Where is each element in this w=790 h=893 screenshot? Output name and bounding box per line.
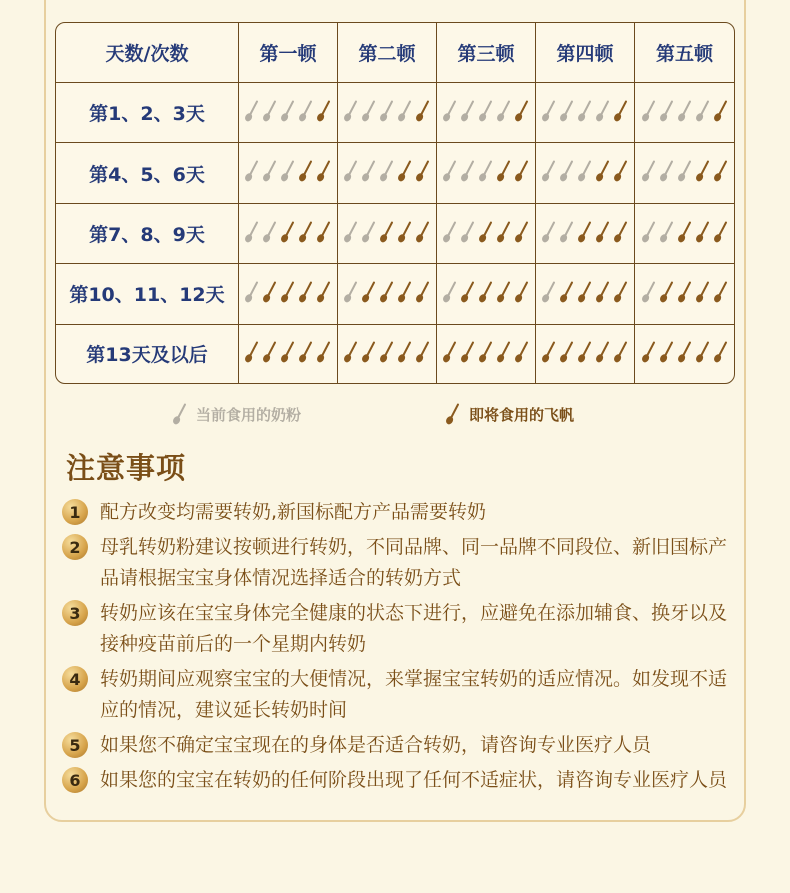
legend-new-label: 即将食用的飞帆 — [469, 405, 575, 424]
spoon-gold-icon — [695, 281, 711, 303]
spoon-gray-icon — [496, 100, 512, 122]
spoon-gold-icon — [316, 221, 332, 243]
spoon-gold-icon — [316, 281, 332, 303]
note-text: 如果您不确定宝宝现在的身体是否适合转奶，请咨询专业医疗人员 — [100, 734, 652, 756]
spoon-gold-icon — [559, 281, 575, 303]
spoon-gold-icon — [613, 341, 629, 363]
spoon-gray-icon — [361, 221, 377, 243]
spoon-gold-icon — [316, 160, 332, 182]
spoon-gray-icon — [343, 221, 359, 243]
spoon-group — [343, 221, 431, 243]
table-row — [56, 264, 734, 324]
note-number-badge: 3 — [62, 600, 88, 626]
header-meal-3: 第三顿 — [437, 23, 536, 83]
note-number-badge: 5 — [62, 732, 88, 758]
spoon-group — [343, 160, 431, 182]
note-text: 配方改变均需要转奶,新国标配方产品需要转奶 — [100, 501, 487, 523]
note-item — [62, 765, 730, 796]
spoon-gold-icon — [262, 341, 278, 363]
spoon-gray-icon — [659, 221, 675, 243]
note-number-badge: 1 — [62, 499, 88, 525]
spoon-gray-icon — [577, 160, 593, 182]
spoon-cell — [338, 83, 437, 143]
header-meal-4: 第四顿 — [536, 23, 635, 83]
spoon-group — [244, 281, 332, 303]
spoon-gold-icon — [280, 281, 296, 303]
table-header-row — [56, 23, 734, 83]
spoon-cell — [239, 143, 338, 203]
spoon-gold-icon — [595, 281, 611, 303]
note-text: 转奶期间应观察宝宝的大便情况，来掌握宝宝转奶的适应情况。如发现不适应的情况，建议延长转奶时间 — [100, 668, 728, 721]
spoon-gold-icon — [496, 341, 512, 363]
spoon-group — [541, 281, 629, 303]
spoon-cell — [437, 83, 536, 143]
spoon-gold-icon — [595, 221, 611, 243]
spoon-gray-icon — [577, 100, 593, 122]
spoon-group — [442, 341, 530, 363]
spoon-group — [641, 281, 729, 303]
spoon-gray-icon — [677, 160, 693, 182]
spoon-gray-icon — [478, 160, 494, 182]
spoon-gold-icon — [298, 221, 314, 243]
spoon-gray-icon — [244, 100, 260, 122]
spoon-gold-icon — [496, 281, 512, 303]
spoon-cell — [536, 143, 635, 203]
spoon-gray-icon — [559, 100, 575, 122]
spoon-gold-icon — [695, 160, 711, 182]
spoon-gold-icon — [641, 341, 657, 363]
spoon-gold-icon — [478, 341, 494, 363]
spoon-gray-icon — [659, 160, 675, 182]
spoon-gray-icon — [379, 160, 395, 182]
spoon-group — [244, 100, 332, 122]
spoon-group — [244, 341, 332, 363]
spoon-gold-icon — [397, 160, 413, 182]
spoon-gray-icon — [442, 281, 458, 303]
spoon-gray-icon — [460, 100, 476, 122]
spoon-gold-icon — [613, 100, 629, 122]
note-number-badge: 6 — [62, 767, 88, 793]
header-days: 天数/次数 — [56, 23, 239, 83]
spoon-gray-icon — [244, 221, 260, 243]
spoon-gold-icon — [415, 281, 431, 303]
table-row — [56, 325, 734, 383]
spoon-gold-icon — [298, 341, 314, 363]
note-text: 如果您的宝宝在转奶的任何阶段出现了任何不适症状，请咨询专业医疗人员 — [100, 769, 728, 791]
spoon-cell — [635, 143, 734, 203]
spoon-gray-icon — [677, 100, 693, 122]
spoon-gray-icon — [641, 281, 657, 303]
formula-transition-table — [55, 22, 735, 384]
spoon-group — [244, 160, 332, 182]
spoon-gray-icon — [262, 100, 278, 122]
spoon-gold-icon — [478, 221, 494, 243]
spoon-gold-icon — [577, 341, 593, 363]
spoon-gold-icon — [514, 221, 530, 243]
spoon-cell — [437, 204, 536, 264]
spoon-cell — [239, 325, 338, 383]
spoon-group — [641, 221, 729, 243]
header-meal-5: 第五顿 — [635, 23, 734, 83]
spoon-gray-icon — [343, 281, 359, 303]
spoon-cell — [536, 264, 635, 324]
note-item — [62, 598, 730, 660]
table-row — [56, 143, 734, 203]
spoon-gold-icon — [280, 341, 296, 363]
spoon-gold-icon — [379, 221, 395, 243]
spoon-gray-icon — [361, 160, 377, 182]
spoon-gray-icon — [280, 160, 296, 182]
spoon-gray-icon — [478, 100, 494, 122]
spoon-gold-icon — [713, 221, 729, 243]
spoon-cell — [437, 325, 536, 383]
spoon-group — [244, 221, 332, 243]
spoon-gold-icon — [445, 403, 461, 425]
spoon-cell — [338, 264, 437, 324]
spoon-gold-icon — [613, 160, 629, 182]
spoon-gold-icon — [713, 341, 729, 363]
spoon-gold-icon — [695, 221, 711, 243]
spoon-cell — [536, 325, 635, 383]
note-item — [62, 664, 730, 726]
notes-list — [62, 497, 730, 800]
spoon-gray-icon — [172, 403, 188, 425]
spoon-gray-icon — [559, 221, 575, 243]
spoon-gold-icon — [361, 341, 377, 363]
spoon-group — [541, 160, 629, 182]
spoon-gold-icon — [677, 221, 693, 243]
note-text: 母乳转奶粉建议按顿进行转奶，不同品牌、同一品牌不同段位、新旧国标产品请根据宝宝身体情况选择适合的转奶方式 — [100, 536, 728, 589]
spoon-gold-icon — [478, 281, 494, 303]
spoon-group — [442, 281, 530, 303]
spoon-gold-icon — [577, 221, 593, 243]
spoon-cell — [239, 204, 338, 264]
spoon-gold-icon — [496, 160, 512, 182]
spoon-gray-icon — [442, 221, 458, 243]
spoon-gold-icon — [280, 221, 296, 243]
spoon-cell — [635, 83, 734, 143]
spoon-gold-icon — [298, 160, 314, 182]
spoon-gold-icon — [577, 281, 593, 303]
spoon-gray-icon — [298, 100, 314, 122]
spoon-gold-icon — [316, 100, 332, 122]
spoon-gold-icon — [379, 281, 395, 303]
spoon-gold-icon — [415, 160, 431, 182]
spoon-gold-icon — [397, 341, 413, 363]
spoon-gold-icon — [442, 341, 458, 363]
spoon-gray-icon — [379, 100, 395, 122]
note-text: 转奶应该在宝宝身体完全健康的状态下进行，应避免在添加辅食、换牙以及接种疫苗前后的一个星期内转奶 — [100, 602, 728, 655]
spoon-gray-icon — [442, 160, 458, 182]
spoon-gold-icon — [361, 281, 377, 303]
spoon-group — [641, 100, 729, 122]
spoon-gold-icon — [298, 281, 314, 303]
spoon-gold-icon — [613, 281, 629, 303]
spoon-gold-icon — [559, 341, 575, 363]
spoon-gray-icon — [361, 100, 377, 122]
spoon-gray-icon — [262, 221, 278, 243]
spoon-gray-icon — [659, 100, 675, 122]
spoon-gray-icon — [280, 100, 296, 122]
spoon-gold-icon — [677, 341, 693, 363]
spoon-gray-icon — [541, 281, 557, 303]
spoon-cell — [635, 204, 734, 264]
spoon-gold-icon — [713, 160, 729, 182]
row-day-label: 第13天及以后 — [56, 325, 239, 383]
spoon-group — [641, 160, 729, 182]
spoon-gold-icon — [514, 160, 530, 182]
legend-current — [172, 401, 301, 427]
spoon-gray-icon — [343, 160, 359, 182]
spoon-cell — [437, 264, 536, 324]
spoon-gold-icon — [379, 341, 395, 363]
spoon-group — [541, 341, 629, 363]
spoon-gray-icon — [460, 160, 476, 182]
spoon-gray-icon — [262, 160, 278, 182]
spoon-gold-icon — [659, 341, 675, 363]
header-meal-1: 第一顿 — [239, 23, 338, 83]
spoon-cell — [239, 264, 338, 324]
note-number-badge: 4 — [62, 666, 88, 692]
spoon-gray-icon — [541, 160, 557, 182]
legend-new — [445, 401, 574, 427]
spoon-gold-icon — [514, 341, 530, 363]
spoon-gold-icon — [613, 221, 629, 243]
row-day-label: 第1、2、3天 — [56, 83, 239, 143]
row-day-label: 第4、5、6天 — [56, 143, 239, 203]
spoon-gold-icon — [514, 281, 530, 303]
spoon-gray-icon — [244, 281, 260, 303]
spoon-cell — [635, 325, 734, 383]
spoon-gray-icon — [595, 100, 611, 122]
spoon-gold-icon — [445, 403, 461, 425]
spoon-gold-icon — [595, 160, 611, 182]
spoon-gray-icon — [460, 221, 476, 243]
spoon-cell — [338, 325, 437, 383]
spoon-gold-icon — [514, 100, 530, 122]
spoon-cell — [338, 143, 437, 203]
spoon-group — [343, 100, 431, 122]
legend-current-label: 当前食用的奶粉 — [196, 405, 302, 424]
spoon-gold-icon — [713, 100, 729, 122]
spoon-group — [343, 341, 431, 363]
spoon-gold-icon — [262, 281, 278, 303]
spoon-gray-icon — [172, 403, 188, 425]
spoon-gray-icon — [343, 100, 359, 122]
notes-title: 注意事项 — [66, 451, 187, 485]
spoon-gold-icon — [316, 341, 332, 363]
spoon-cell — [437, 143, 536, 203]
spoon-gray-icon — [641, 160, 657, 182]
note-number-badge: 2 — [62, 534, 88, 560]
spoon-gray-icon — [244, 160, 260, 182]
spoon-group — [541, 221, 629, 243]
spoon-gold-icon — [677, 281, 693, 303]
row-day-label: 第10、11、12天 — [56, 264, 239, 324]
spoon-gold-icon — [397, 281, 413, 303]
table-row — [56, 204, 734, 264]
spoon-gold-icon — [595, 341, 611, 363]
spoon-cell — [239, 83, 338, 143]
spoon-group — [541, 100, 629, 122]
spoon-gold-icon — [415, 341, 431, 363]
spoon-gold-icon — [415, 100, 431, 122]
note-item — [62, 532, 730, 594]
spoon-gold-icon — [496, 221, 512, 243]
spoon-gold-icon — [244, 341, 260, 363]
header-meal-2: 第二顿 — [338, 23, 437, 83]
spoon-cell — [536, 83, 635, 143]
spoon-gold-icon — [713, 281, 729, 303]
spoon-cell — [635, 264, 734, 324]
spoon-gold-icon — [541, 341, 557, 363]
spoon-gold-icon — [415, 221, 431, 243]
spoon-gold-icon — [343, 341, 359, 363]
spoon-gray-icon — [641, 221, 657, 243]
spoon-cell — [536, 204, 635, 264]
spoon-gray-icon — [641, 100, 657, 122]
spoon-gray-icon — [541, 100, 557, 122]
spoon-group — [442, 100, 530, 122]
spoon-group — [641, 341, 729, 363]
spoon-gray-icon — [442, 100, 458, 122]
spoon-gray-icon — [559, 160, 575, 182]
spoon-gold-icon — [659, 281, 675, 303]
spoon-gold-icon — [695, 341, 711, 363]
spoon-gold-icon — [460, 341, 476, 363]
spoon-group — [343, 281, 431, 303]
row-day-label: 第7、8、9天 — [56, 204, 239, 264]
spoon-gold-icon — [397, 221, 413, 243]
spoon-group — [442, 160, 530, 182]
spoon-gold-icon — [460, 281, 476, 303]
spoon-cell — [338, 204, 437, 264]
spoon-group — [442, 221, 530, 243]
table-row — [56, 83, 734, 143]
spoon-gray-icon — [695, 100, 711, 122]
spoon-gray-icon — [541, 221, 557, 243]
note-item — [62, 730, 730, 761]
note-item — [62, 497, 730, 528]
spoon-gray-icon — [397, 100, 413, 122]
